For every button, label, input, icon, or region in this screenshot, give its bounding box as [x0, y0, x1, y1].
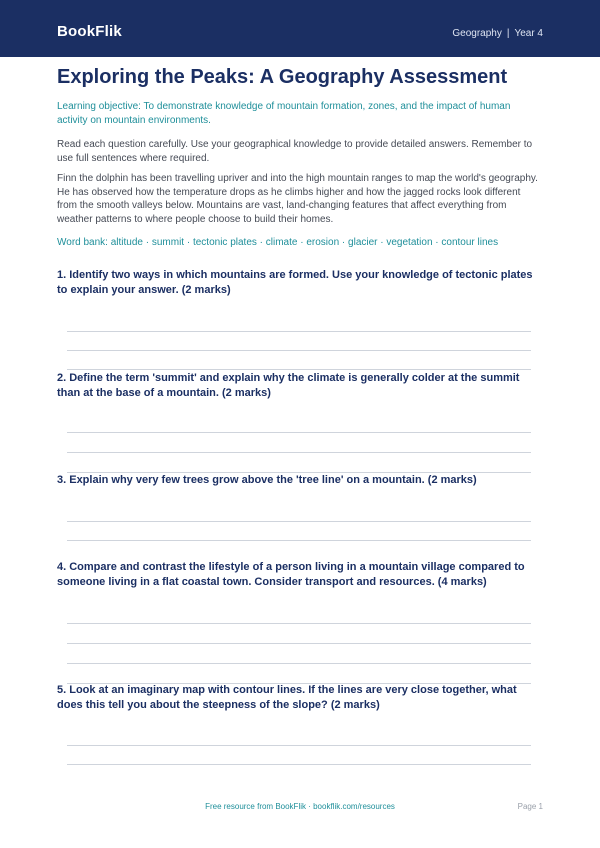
learning-objective: Learning objective: To demonstrate knowledge of mountain formation, zones, and the impact of human activity on mountain environments. [57, 101, 511, 126]
page-title: Exploring the Peaks: A Geography Assessment [57, 66, 508, 88]
page-header [0, 0, 600, 57]
answer-line[interactable] [67, 331, 531, 332]
question-4: 4. Compare and contrast the lifestyle of a person living in a mountain village compared to someone living in a flat coastal town. Consider transport and resources. (4 marks) [57, 561, 525, 588]
answer-line[interactable] [67, 521, 531, 522]
answer-line[interactable] [67, 764, 531, 765]
header-meta [452, 28, 543, 39]
page-number: Page 1 [517, 802, 543, 811]
question-1: 1. Identify two ways in which mountains are formed. Use your knowledge of tectonic plates to explain your answer. (2 marks) [57, 269, 533, 296]
brand-logo: BookFlik [57, 23, 122, 40]
answer-line[interactable] [67, 350, 531, 351]
question-3: 3. Explain why very few trees grow above the 'tree line' on a mountain. (2 marks) [57, 474, 477, 486]
word-bank: Word bank: altitude · summit · tectonic plates · climate · erosion · glacier · vegetation · contour lines [57, 237, 499, 248]
answer-line[interactable] [67, 745, 531, 746]
story-paragraph: Finn the dolphin has been travelling upriver and into the high mountain ranges to map the world's geography. He has observed how the temperature drops as he climbs higher and how the jagged rocks look different from the smooth valleys below. Mountains are vast, land-changing features that affect everything from weather patterns to where people choose to build their homes. [57, 173, 538, 225]
year-label: Year 4 [514, 28, 543, 39]
answer-line[interactable] [67, 432, 531, 433]
answer-line[interactable] [67, 452, 531, 453]
instructions-paragraph: Read each question carefully. Use your geographical knowledge to provide detailed answers. Remember to use full sentences where required. [57, 139, 533, 164]
footer-text: Free resource from BookFlik · bookflik.com/resources [205, 802, 395, 811]
answer-line[interactable] [67, 623, 531, 624]
answer-line[interactable] [67, 663, 531, 664]
question-2: 2. Define the term 'summit' and explain why the climate is generally colder at the summit than at the base of a mountain. (2 marks) [57, 372, 520, 399]
answer-line[interactable] [67, 540, 531, 541]
answer-line[interactable] [67, 643, 531, 644]
subject-label: Geography [452, 28, 502, 39]
answer-line[interactable] [67, 369, 531, 370]
question-5: 5. Look at an imaginary map with contour lines. If the lines are very close together, what does this tell you about the steepness of the slope? (2 marks) [57, 684, 517, 711]
header-separator: | [506, 28, 510, 39]
